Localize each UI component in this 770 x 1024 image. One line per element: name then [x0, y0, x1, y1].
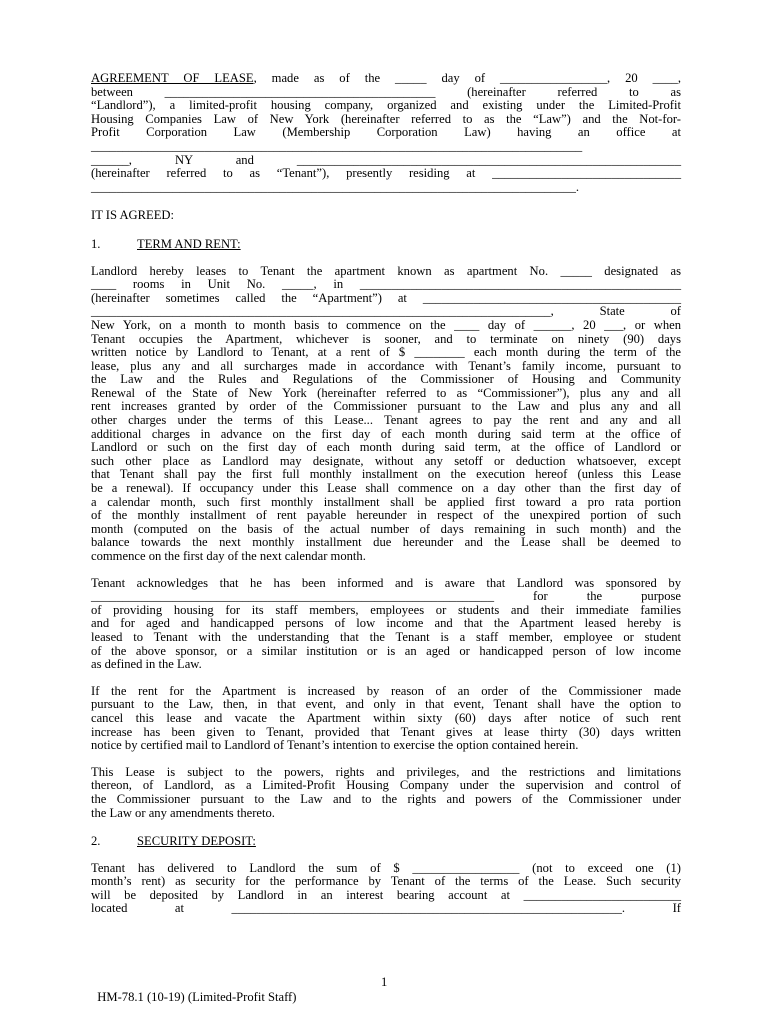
section-1-paragraph-3: If the rent for the Apartment is increased by reason of an order of the Commissioner made pursuant to the Law, then, in that event, and only in that event, Tenant shall have the option to cancel this lease and vacate the Apartment within sixty (60) days after notice of such rent increase has been given to Tenant, provided that Tenant gives at lease thirty (30) days written notice by certified mail to Landlord of Tenant’s intention to exercise the option contained herein.	[91, 683, 681, 753]
section-2-heading	[91, 835, 681, 849]
section-2-paragraph-1: Tenant has delivered to Landlord the sum of $ _________________ (not to exceed one (1) month’s rent) as security for the performance by Tenant of the terms of the Lease. Such security will be deposited by Landlord in an interest bearing account at _________________________ located at ______________________________________________________________. If	[91, 860, 681, 916]
lease-document	[91, 72, 681, 916]
intro-line: (hereinafter referred to as “Tenant”), presently residing at ______________________________	[91, 166, 681, 181]
page-number: 1	[381, 975, 388, 989]
intro-line: _____________________________________________________________________________.	[91, 179, 580, 194]
intro-line: ______________________________________________________________________________	[91, 138, 583, 153]
section-1-heading	[91, 238, 681, 252]
intro-line: ______, NY and _____________________________________________________________	[91, 152, 681, 167]
section-title: SECURITY DEPOSIT:	[137, 834, 256, 849]
form-id: HM-78.1 (10-19) (Limited-Profit Staff)	[97, 990, 297, 1004]
it-is-agreed: IT IS AGREED:	[91, 208, 175, 223]
intro-line: between ___________________________________________ (hereinafter referred to as	[91, 84, 681, 99]
section-number: 1.	[91, 236, 101, 251]
section-number: 2.	[91, 834, 101, 849]
section-title: TERM AND RENT:	[137, 236, 241, 251]
intro-line: AGREEMENT OF LEASE, made as of the _____ day of _________________, 20 ____,	[91, 71, 681, 85]
intro-line: Housing Companies Law of New York (hereinafter referred to as the “Law”) and the Not-for-	[91, 111, 681, 126]
section-1-paragraph-1: Landlord hereby leases to Tenant the apartment known as apartment No. _____ designated as ____ rooms in Unit No. _____, in ___________________________________________________ (hereinafter sometimes called the “Apartment”) at _________________________________________ _________________________________________________________________________, State of New York, on a month to month basis to commence on the ____ day of ______, 20 ___, or when Tenant occupies the Apartment, whichever is sooner, and to terminate on ninety (90) days written notice by Landlord to Tenant, at a rent of $ ________ each month during the term of the lease, plus any and all surcharges made in accordance with Tenant’s family income, pursuant to the Law and the Rules and Regulations of the Commissioner of Housing and Community Renewal of the State of New York (hereinafter referred to as “Commissioner”), plus any and all rent increases granted by order of the Commissioner pursuant to the Law and plus any and all other charges under the terms of this Lease... Tenant agrees to pay the rent and any and all additional charges in advance on the first day of each month during said term at the office of Landlord or such on the first day of each month during said term, at the office of Landlord or such other place as Landlord may designate, without any setoff or deduction whatsoever, except that Tenant shall pay the first full monthly installment on the execution hereof (unless this Lease be a renewal). If occupancy under this Lease shall commence on a day other than the first day of a calendar month, such first monthly installment shall be applied first toward a pro rata portion of the monthly installment of rent payable hereunder in respect of the unexpired portion of such month (computed on the basis of the actual number of days remaining in such month) and the balance towards the next monthly installment due hereunder and the Lease shall be deemed to commence on the first day of the next calendar month.	[91, 263, 681, 563]
intro-line: Profit Corporation Law (Membership Corporation Law) having an office at	[91, 125, 681, 140]
intro-line: “Landlord”), a limited-profit housing company, organized and existing under the Limited-Profit	[91, 98, 681, 113]
section-1-paragraph-4: This Lease is subject to the powers, rights and privileges, and the restrictions and limitations thereon, of Landlord, as a Limited-Profit Housing Company under the supervision and control of the Commissioner pursuant to the Law and to the rights and powers of the Commissioner under the Law or any amendments thereto.	[91, 764, 681, 820]
intro-paragraph	[91, 72, 681, 194]
document-title: AGREEMENT OF LEASE	[91, 71, 254, 85]
section-1-paragraph-2: Tenant acknowledges that he has been informed and is aware that Landlord was sponsored by ________________________________________________________________ for the purpose of providing housing for its staff members, employees or students and their immediate families and for aged and handicapped persons of low income and that the Apartment leased hereby is leased to Tenant with the understanding that the Tenant is a staff member, employee or student of the above sponsor, or a similar institution or is an aged or handicapped person of low income as defined in the Law.	[91, 575, 681, 672]
page-footer	[91, 975, 388, 1020]
